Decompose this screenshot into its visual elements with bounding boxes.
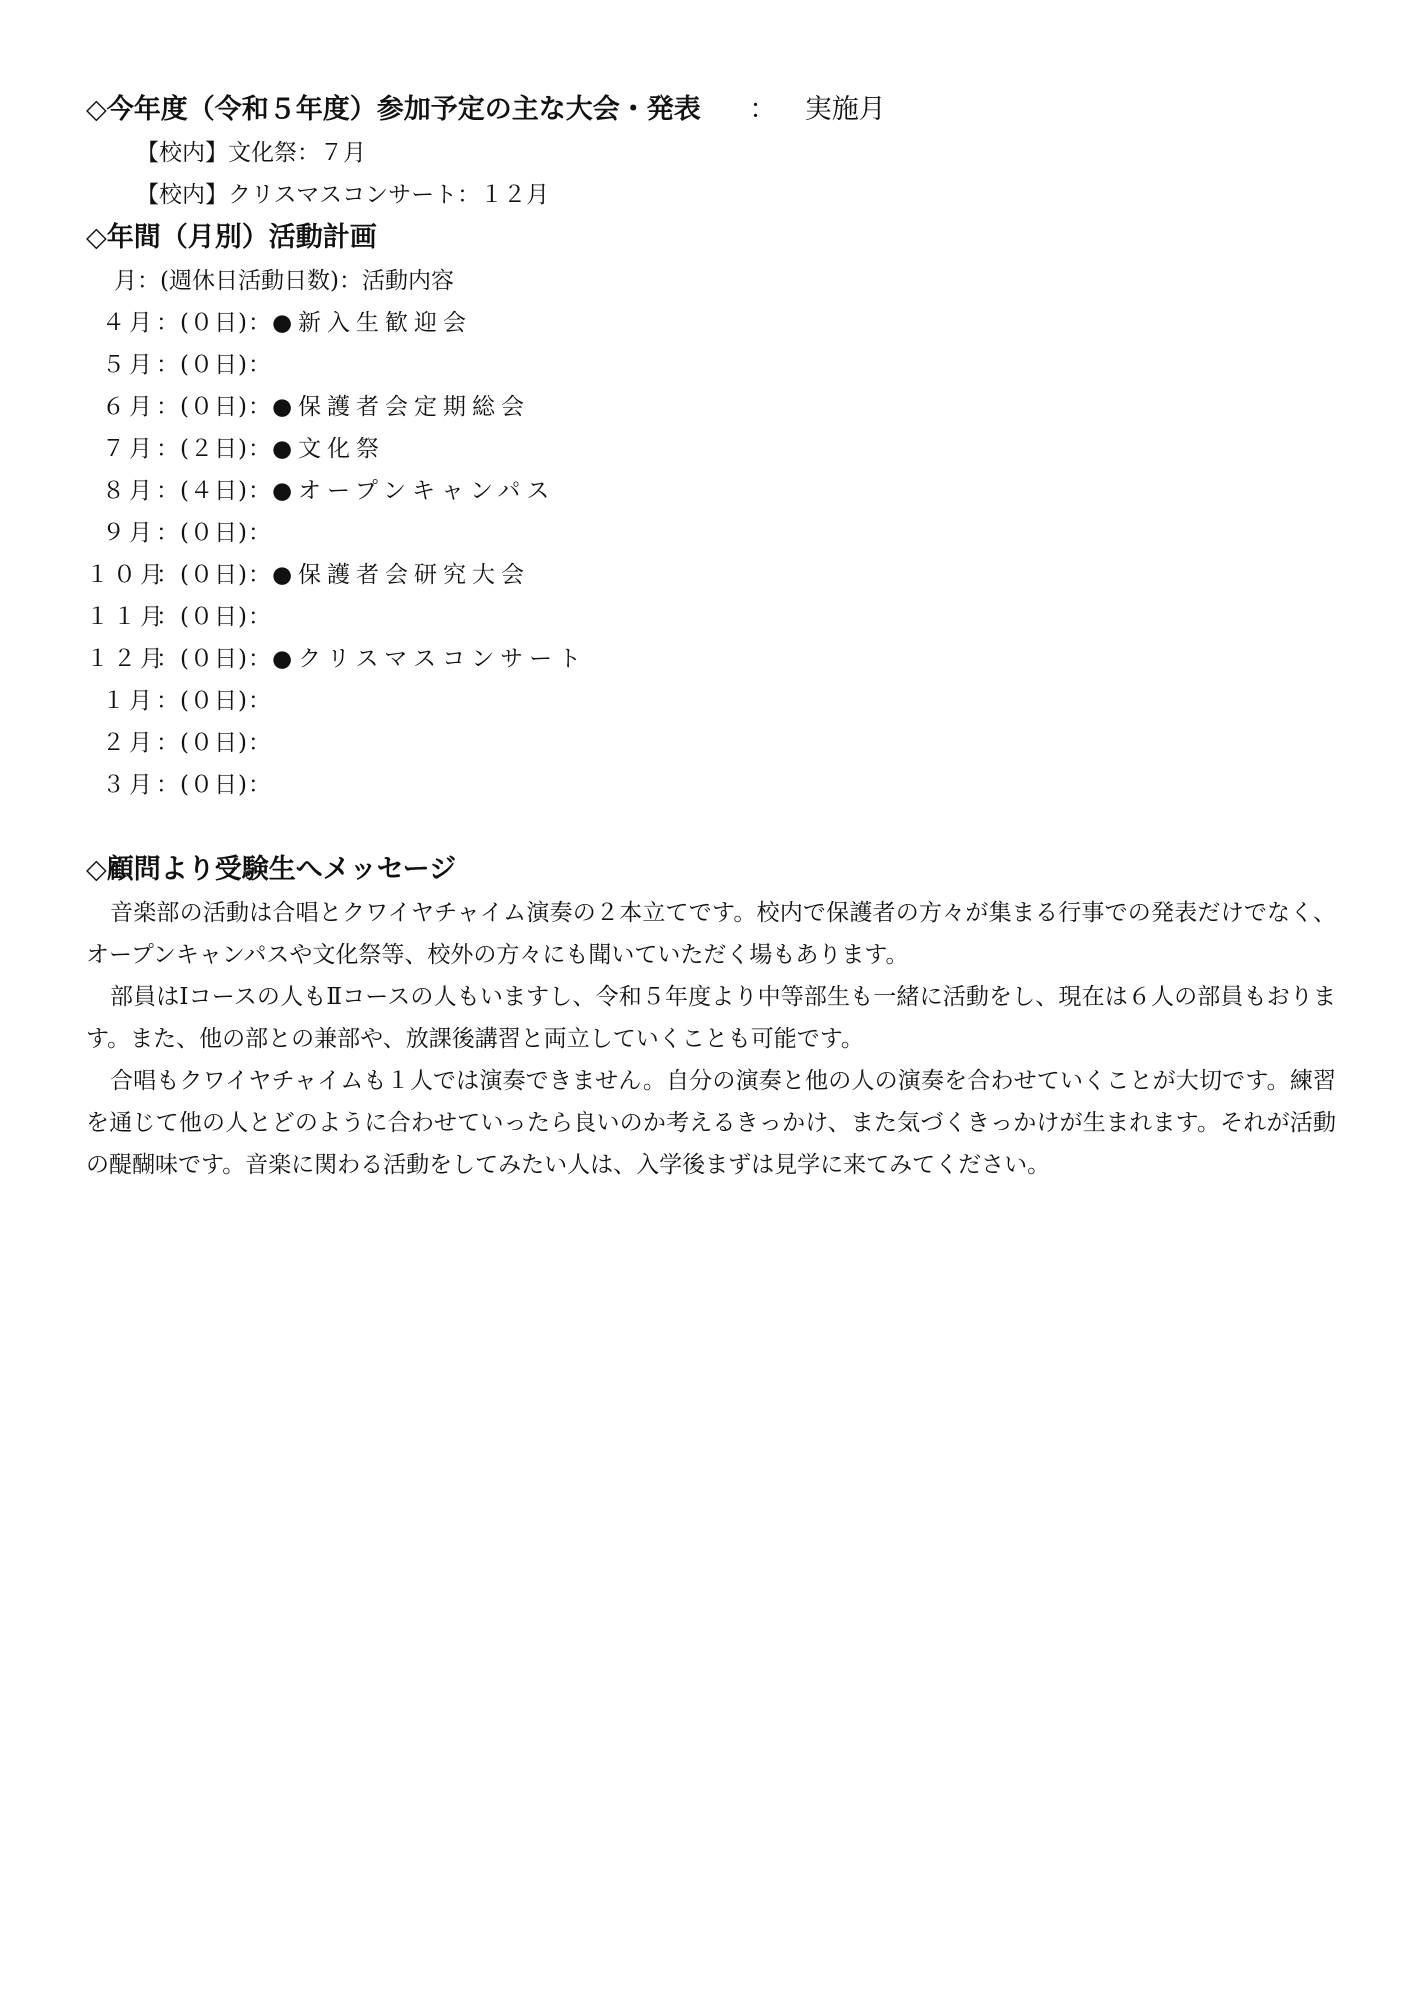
plan-heading: ◇年間（月別）活動計画	[86, 222, 377, 253]
plan-row	[86, 638, 1336, 680]
plan-row-activity: ●保護者会研究大会	[271, 562, 531, 588]
plan-row-month: ３月	[102, 772, 156, 798]
event-item: 【校内】クリスマスコンサート：１２月	[136, 182, 550, 208]
plan-row	[86, 722, 1336, 764]
message-paragraph: 合唱もクワイヤチャイムも１人では演奏できません。自分の演奏と他の人の演奏を合わせていくことが大切です。練習を通じて他の人とどのように合わせていったら良いのか考えるきっかけ、また気づくきっかけが生まれます。それが活動の醍醐味です。音楽に関わる活動をしてみたい人は、入学後まずは見学に来てみてください。	[86, 1068, 1336, 1178]
plan-row-month: １０月	[86, 562, 167, 588]
events-month-label: 実施月	[804, 94, 886, 125]
plan-row-month: １１月	[86, 604, 167, 630]
plan-row-days: ：(４日)：	[156, 478, 272, 504]
plan-row	[86, 302, 1336, 344]
plan-row	[86, 512, 1336, 554]
events-heading	[86, 88, 1336, 132]
message-paragraph: 部員はⅠコースの人もⅡコースの人もいますし、令和５年度より中等部生も一緒に活動をし、現在は６人の部員もおります。また、他の部との兼部や、放課後講習と両立していくことも可能です。	[86, 984, 1336, 1052]
plan-row-days: ：(０日)：	[156, 688, 272, 714]
plan-row-days: ：(０日)：	[156, 394, 272, 420]
plan-row-month: ６月	[102, 394, 156, 420]
plan-row	[86, 344, 1336, 386]
plan-row-month: ９月	[102, 520, 156, 546]
plan-row	[86, 680, 1336, 722]
plan-row-activity: ●保護者会定期総会	[271, 394, 531, 420]
plan-row-month: １月	[102, 688, 156, 714]
plan-row-days: ：(０日)：	[156, 562, 272, 588]
plan-row-activity: ●オープンキャンパス	[271, 478, 556, 504]
message-paragraph: 音楽部の活動は合唱とクワイヤチャイム演奏の２本立てです。校内で保護者の方々が集まる行事での発表だけでなく、オープンキャンパスや文化祭等、校外の方々にも聞いていただく場もあります。	[86, 900, 1336, 968]
plan-row-days: ：(０日)：	[156, 310, 272, 336]
plan-row-activity: ●新入生歓迎会	[271, 310, 473, 336]
plan-row-days: ：(０日)：	[156, 352, 272, 378]
plan-row	[86, 596, 1336, 638]
plan-row-activity: ●クリスマスコンサート	[271, 646, 588, 672]
message-heading: ◇顧問より受験生へメッセージ	[86, 854, 457, 885]
plan-row	[86, 764, 1336, 806]
plan-row-month: ７月	[102, 436, 156, 462]
plan-row-days: ：(２日)：	[156, 436, 272, 462]
plan-row	[86, 386, 1336, 428]
plan-row-days: ：(０日)：	[156, 604, 272, 630]
plan-row-days: ：(０日)：	[156, 730, 272, 756]
plan-row	[86, 470, 1336, 512]
plan-row-month: ５月	[102, 352, 156, 378]
plan-row	[86, 428, 1336, 470]
plan-row	[86, 554, 1336, 596]
events-title: ◇今年度（令和５年度）参加予定の主な大会・発表	[86, 94, 701, 125]
plan-row-activity: ●文化祭	[271, 436, 386, 462]
plan-schedule-list	[86, 302, 1336, 806]
document-page	[86, 88, 1336, 1186]
plan-row-month: ２月	[102, 730, 156, 756]
event-item: 【校内】文化祭：７月	[136, 140, 366, 166]
events-separator: ：	[749, 94, 777, 125]
plan-row-month: １２月	[86, 646, 167, 672]
plan-row-days: ：(０日)：	[156, 646, 272, 672]
plan-column-header: 月：(週休日活動日数)：活動内容	[114, 268, 454, 294]
plan-row-days: ：(０日)：	[156, 520, 272, 546]
plan-row-days: ：(０日)：	[156, 772, 272, 798]
plan-row-month: ８月	[102, 478, 156, 504]
section-spacer	[86, 806, 1336, 848]
plan-row-month: ４月	[102, 310, 156, 336]
